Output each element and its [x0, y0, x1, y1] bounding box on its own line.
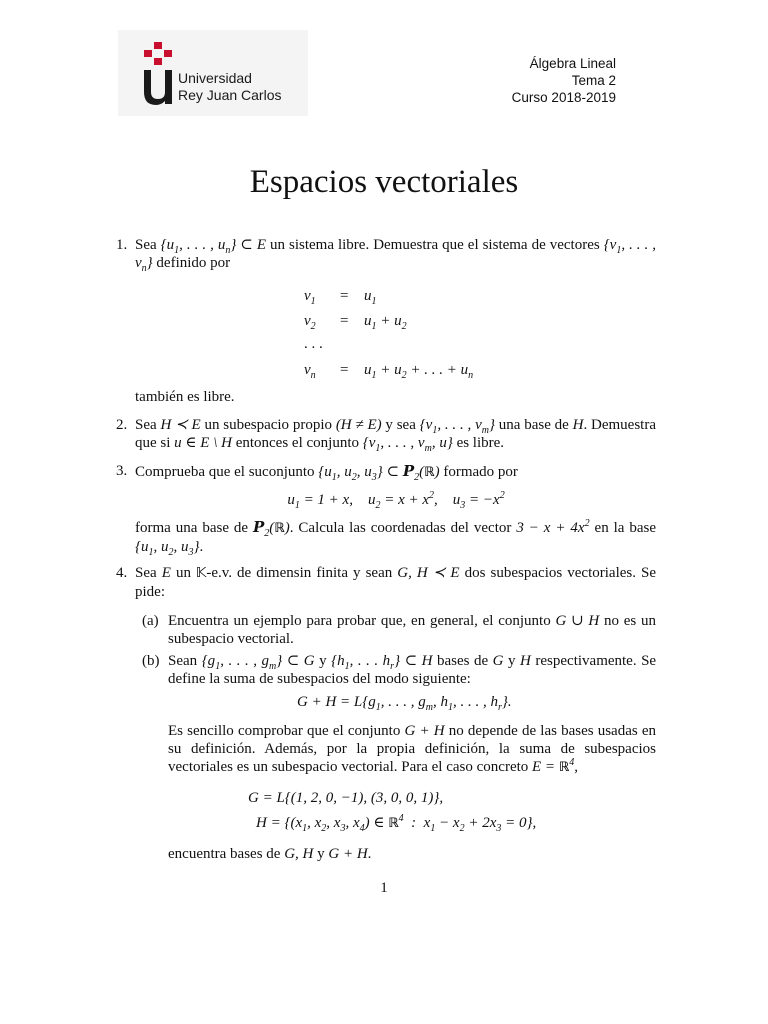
math-e: E: [161, 565, 171, 581]
exercise-2: 2. Sea H ≺ E un subespacio propio (H ≠ E) y sea {$v_1$, . . . , $v_m$} una base de H. Demuestra que si u ∈ E \ H entonces el conjunto {$v_1$, . . . , $v_m$, u} es libre.: [116, 417, 656, 454]
math-subspace-relation: H ≺ E: [160, 417, 201, 433]
equation-polynomials: $u_1 = 1 + x$, $u_2 = x + x^2$, $u_3 = -x^2$: [287, 490, 505, 511]
university-logo: [118, 30, 308, 116]
exercise-text: Encuentra un ejemplo para probar que, en general, el conjunto: [168, 613, 551, 629]
sub-item-label: (a): [142, 613, 159, 629]
exercise-text: y sea: [385, 417, 416, 433]
page-number: 1: [380, 880, 388, 896]
exercise-4b-question: encuentra bases de G, H y G + H.: [168, 846, 372, 862]
math-basis-h: {$h_1$, . . . $h_r$} ⊂ H: [331, 653, 433, 672]
math-p2r: $P_2(ℝ)$: [253, 518, 290, 539]
exercise-4b-continuation: Es sencillo comprobar que el conjunto G + H no depende de las bases usadas en su definición. Además, por la propia definición, la suma de subespacios vectoriales es un subespacio vectorial. Para el caso concreto E = ℝ$^4$,: [168, 723, 657, 775]
word-sea: Sea: [135, 237, 157, 253]
exercise-text: -e.v. de dimensin finita y sean: [206, 565, 393, 581]
course-name: Álgebra Lineal: [529, 56, 616, 71]
exercise-text: no depende de las bases usadas en su definición. Además, por la propia definición, la suma de subespacios vectoriales es un subespacio vectorial. Para el caso concreto: [168, 723, 657, 775]
exercise-4a: [142, 612, 656, 648]
exercise-text: bases de: [436, 653, 489, 669]
exercise-text: un sistema libre. Demuestra que el sistema de vectores: [270, 237, 600, 253]
exercise-text: en la base: [594, 520, 657, 536]
exercise-3: [116, 462, 656, 482]
equation-sum-definition: $G + H = L\{g_1$, . . . , $g_m$, $h_1$, . . . , $h_r$}.: [297, 694, 512, 713]
equation-g: G = L{(1, 2, 0, −1), (3, 0, 0, 1)},: [248, 790, 444, 806]
exercise-text: Es sencillo comprobar que el conjunto: [168, 723, 401, 739]
course-topic: Tema 2: [571, 73, 616, 88]
university-crest-icon: [142, 40, 174, 106]
university-name-line2: Rey Juan Carlos: [178, 87, 282, 103]
math-union: G ∪ H: [555, 613, 600, 629]
exercise-text: Comprueba que el suconjunto: [135, 464, 315, 480]
equation-h: $H = \{(x_1$, $x_2$, $x_3$, $x_4$) ∈ ℝ$^4$ : $x_1 - x_2 + 2x_3 = 0$},: [256, 813, 537, 834]
exercise-3-continuation: forma una base de $P_2(ℝ)$. Calcula las coordenadas del vector $3 - x + 4x^2$ en la base {$u_1$, $u_2$, $u_3$}.: [135, 518, 657, 558]
course-info: [512, 55, 616, 106]
sub-item-label: (b): [142, 653, 160, 669]
page-title: Espacios vectoriales: [249, 164, 519, 200]
math-g: G: [492, 653, 504, 669]
exercise-text: definido por: [156, 255, 231, 271]
math-h: H: [520, 653, 531, 669]
exercise-number: 1.: [116, 237, 128, 253]
exercise-number: 3.: [116, 463, 128, 479]
math-h: H: [572, 417, 584, 433]
math-set-u123: {$u_1$, $u_2$, $u_3$} ⊂ $P_2(ℝ)$: [318, 462, 440, 483]
exercise-1-conclusion: [116, 388, 656, 406]
exercise-1: [116, 236, 656, 272]
math-g-h-subspaces: G, H ≺ E: [397, 565, 460, 581]
math-base-u123: {$u_1$, $u_2$, $u_3$}: [135, 539, 200, 558]
exercise-text: entonces el conjunto: [235, 435, 359, 451]
exercise-text: formado por: [443, 464, 518, 480]
math-sum: G + H: [328, 846, 368, 862]
word-y: y: [319, 653, 327, 669]
word-y: y: [317, 846, 325, 862]
word-sea: Sea: [135, 417, 157, 433]
math-set-vu: {$v_1$, . . . , $v_m$, u}: [362, 435, 453, 454]
course-year: Curso 2018-2019: [511, 90, 616, 105]
word-sea: Sea: [135, 565, 157, 581]
exercise-text: es libre.: [456, 435, 505, 451]
math-set-v: {$v_1$, . . . , $v_n$}: [135, 237, 657, 274]
math-vector: $3 - x + 4x^2$: [516, 518, 590, 536]
exercise-text: encuentra bases de: [168, 846, 281, 862]
math-sum: G + H: [404, 723, 445, 739]
math-u-in-diff: u ∈ E \ H: [174, 435, 232, 451]
exercise-text: Sean: [168, 653, 198, 669]
exercise-text: Demuestra que si: [135, 417, 656, 451]
word-y: y: [508, 653, 516, 669]
exercise-text: un subespacio propio: [204, 417, 333, 433]
exercise-4: [116, 564, 656, 601]
math-e-r4: E = ℝ$^4$: [532, 757, 575, 775]
university-name-line1: Universidad: [178, 70, 252, 86]
exercise-number: 4.: [116, 565, 128, 581]
exercise-text: dos subespacios vectoriales. Se pide:: [135, 565, 657, 600]
exercise-text: una base de: [498, 417, 569, 433]
exercise-text: también es libre.: [135, 389, 235, 405]
math-g-comma-h: G, H: [284, 846, 314, 862]
math-set-u: {$u_1$, . . . , $u_n$} ⊂ E: [160, 237, 267, 256]
exercise-number: 2.: [116, 417, 128, 433]
exercise-text: Calcula las coordenadas del vector: [298, 520, 512, 536]
exercise-text: forma una base de: [135, 520, 249, 536]
math-h-neq-e: (H ≠ E): [335, 417, 382, 433]
exercise-4b: [142, 652, 656, 688]
math-basis-g: {$g_1$, . . . , $g_m$} ⊂ G: [201, 653, 315, 672]
math-field-k: 𝕂: [196, 566, 207, 581]
exercise-text: un: [175, 565, 191, 581]
math-basis-v: {$v_1$, . . . , $v_m$}: [419, 417, 495, 436]
exercise-text: no es un subespacio vectorial.: [168, 613, 657, 647]
exercise-text: respectivamente. Se define la suma de subespacios del modo siguiente:: [168, 653, 657, 687]
